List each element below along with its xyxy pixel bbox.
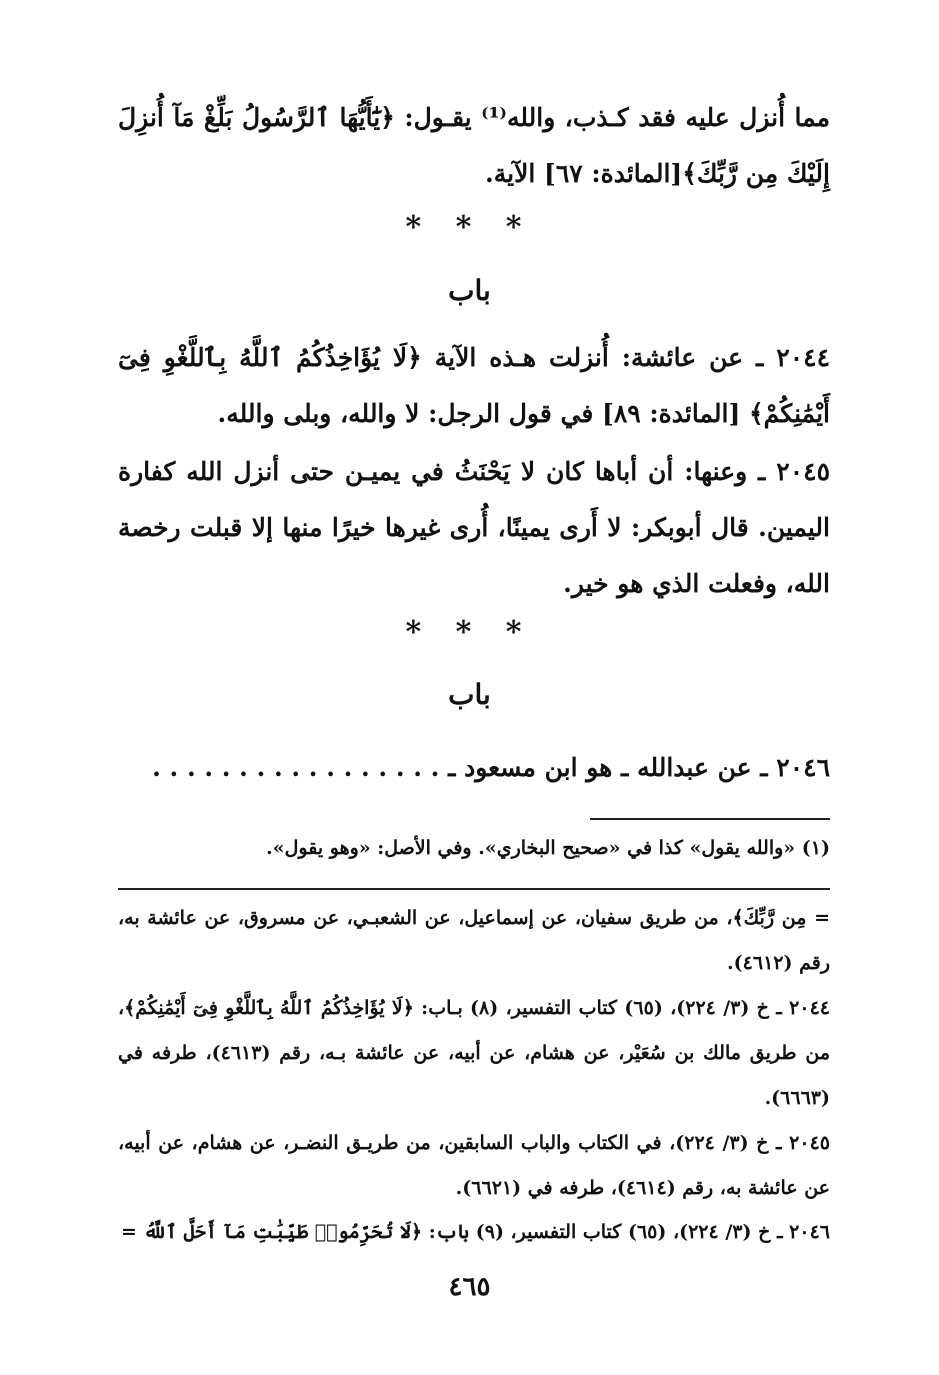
- paragraph-continuation: مما أُنزل عليه فقد كـذب، والله⁽¹⁾ يقـول: ﴿يَٰٓأَيُّهَا ٱلرَّسُولُ بَلِّغْ مَآ أُنزِلَ إِلَيْكَ مِن رَّبِّكَ﴾[المائدة: ٦٧] الآية.: [118, 103, 830, 188]
- section-title: باب: [448, 274, 491, 307]
- hadith-2045: ٢٠٤٥ ـ وعنها: أن أباها كان لا يَحْنَثُ في يميـن حتى أنزل الله كفارة اليمين. قال أبوبكر: لا أَرى يمينًا، أُرى غيرها خيرًا منها إلا قبلت رخصة الله، وفعلت الذي هو خير.: [118, 457, 830, 598]
- footnote-divider: [590, 818, 830, 820]
- reference-2046: ٢٠٤٦ ـ خ (٣/ ٢٢٤)، (٦٥) كتاب التفسير، (٩) باب: ﴿لَا تُحَرِّمُوا۟ طَيِّبَٰتِ مَآ أَحَلَّ ٱللَّهُ =: [121, 1221, 830, 1243]
- page-number: ٤٦٥: [448, 1272, 491, 1302]
- footnote-1: (١) «والله يقول» كذا في «صحيح البخاري». وفي الأصل: «وهو يقول».: [266, 837, 830, 859]
- section-separator: * * *: [405, 210, 534, 245]
- hadith-2044: ٢٠٤٤ ـ عن عائشة: أُنزلت هـذه الآية ﴿لَا يُؤَاخِذُكُمُ ٱللَّهُ بِٱللَّغْوِ فِىٓ أَيْمَٰنِكُمْ﴾ [المائدة: ٨٩] في قول الرجل: لا والله، وبلى والله.: [118, 343, 830, 428]
- reference-continuation: = مِن رَّبِّكَ﴾، من طريق سفيان، عن إسماعيل، عن الشعبـي، عن مسروق، عن عائشة به، رقم (٤٦١٢).: [118, 907, 830, 974]
- reference-2045: ٢٠٤٥ ـ خ (٣/ ٢٢٤)، في الكتاب والباب السابقين، من طريـق النضـر، عن هشام، عن أبيه، عن عائشة به، رقم (٤٦١٤)، طرفه في (٦٦٢١).: [118, 1132, 830, 1199]
- references-divider: [118, 888, 830, 890]
- reference-2044: ٢٠٤٤ ـ خ (٣/ ٢٢٤)، (٦٥) كتاب التفسير، (٨) بـاب: ﴿لَا يُؤَاخِذُكُمُ ٱللَّهُ بِٱللَّغْوِ فِىٓ أَيْمَٰنِكُمْ﴾، من طريق مالك بن سُعَيْر، عن هشام، عن أبيه، عن عائشة بـه، رقم (٤٦١٣)، طرفه في (٦٦٦٣).: [118, 997, 830, 1109]
- section-title: باب: [448, 678, 491, 711]
- section-separator: * * *: [405, 615, 534, 650]
- hadith-2046: ٢٠٤٦ ـ عن عبدالله ـ هو ابن مسعود ـ . . . . . . . . . . . . . . . . .: [152, 753, 830, 782]
